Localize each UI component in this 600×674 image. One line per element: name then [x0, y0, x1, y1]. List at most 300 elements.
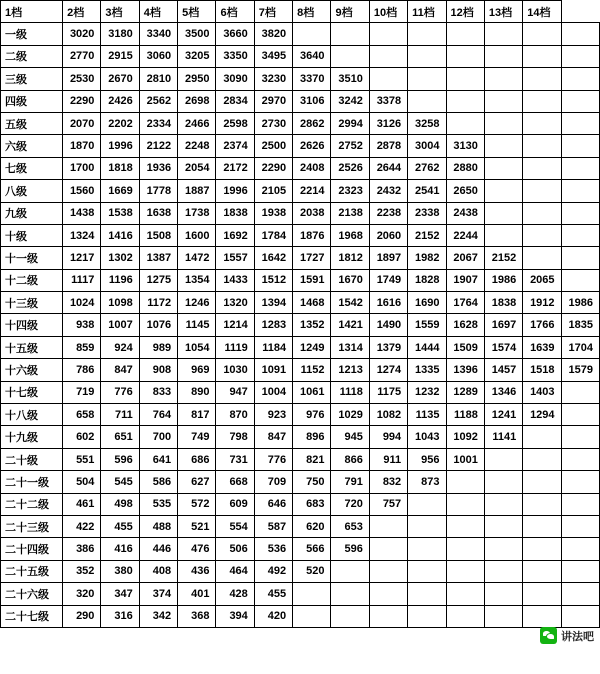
wage-cell: 2065: [523, 269, 561, 291]
wage-cell: [561, 605, 599, 627]
wage-cell: 1030: [216, 359, 254, 381]
table-header-row: [1, 1, 600, 23]
wage-cell: 290: [63, 605, 101, 627]
wage-cell: 1574: [484, 336, 522, 358]
wage-cell: [561, 135, 599, 157]
table-row: [1, 247, 600, 269]
wage-cell: 658: [63, 404, 101, 426]
wage-cell: 1043: [408, 426, 446, 448]
wage-cell: 1152: [293, 359, 331, 381]
column-header-13: 13档: [484, 1, 522, 23]
wage-cell: 436: [178, 560, 216, 582]
wage-cell: [293, 605, 331, 627]
wage-cell: 2762: [408, 157, 446, 179]
wage-cell: [293, 23, 331, 45]
wage-cell: [446, 68, 484, 90]
row-header-rank: 二十七级: [1, 605, 63, 627]
wage-cell: 1512: [254, 269, 292, 291]
wage-cell: 2644: [369, 157, 407, 179]
column-header-12: 12档: [446, 1, 484, 23]
wage-cell: [523, 560, 561, 582]
wage-cell: 1518: [523, 359, 561, 381]
wage-cell: 1324: [63, 224, 101, 246]
table-row: [1, 448, 600, 470]
wage-cell: 711: [101, 404, 139, 426]
wage-cell: 1232: [408, 381, 446, 403]
table-row: [1, 45, 600, 67]
wage-cell: [523, 112, 561, 134]
wage-cell: 551: [63, 448, 101, 470]
wage-cell: 498: [101, 493, 139, 515]
wage-cell: 2650: [446, 180, 484, 202]
wage-cell: 3510: [331, 68, 369, 90]
wage-cell: [523, 247, 561, 269]
row-header-rank: 十三级: [1, 292, 63, 314]
wage-cell: 947: [216, 381, 254, 403]
wage-cell: 1897: [369, 247, 407, 269]
wage-cell: [484, 538, 522, 560]
wage-cell: 2426: [101, 90, 139, 112]
wage-cell: 1196: [101, 269, 139, 291]
wage-cell: [523, 448, 561, 470]
wage-cell: [484, 68, 522, 90]
wage-cell: [561, 112, 599, 134]
table-row: [1, 23, 600, 45]
wage-cell: 2152: [484, 247, 522, 269]
wage-cell: 566: [293, 538, 331, 560]
wage-cell: 3640: [293, 45, 331, 67]
wage-cell: 3004: [408, 135, 446, 157]
wage-cell: 764: [139, 404, 177, 426]
wage-cell: 1986: [484, 269, 522, 291]
wage-cell: 2202: [101, 112, 139, 134]
wage-cell: [408, 493, 446, 515]
wage-cell: 2238: [369, 202, 407, 224]
wage-cell: 683: [293, 493, 331, 515]
row-header-rank: 十五级: [1, 336, 63, 358]
wage-cell: 1616: [369, 292, 407, 314]
row-header-rank: 十六级: [1, 359, 63, 381]
wage-cell: 859: [63, 336, 101, 358]
wage-cell: 1274: [369, 359, 407, 381]
wage-cell: 1704: [561, 336, 599, 358]
wage-cell: 1559: [408, 314, 446, 336]
wage-cell: 316: [101, 605, 139, 627]
wage-cell: 386: [63, 538, 101, 560]
wage-cell: 455: [254, 583, 292, 605]
wage-cell: 700: [139, 426, 177, 448]
row-header-rank: 二十四级: [1, 538, 63, 560]
wage-cell: 1387: [139, 247, 177, 269]
wage-cell: 3370: [293, 68, 331, 90]
wage-cell: 416: [101, 538, 139, 560]
wage-cell: 2500: [254, 135, 292, 157]
wage-cell: [523, 583, 561, 605]
row-header-rank: 十八级: [1, 404, 63, 426]
wage-cell: 1145: [178, 314, 216, 336]
wage-cell: [446, 23, 484, 45]
table-row: [1, 292, 600, 314]
table-row: [1, 314, 600, 336]
wage-cell: [446, 45, 484, 67]
wage-cell: [408, 605, 446, 627]
wage-cell: 2323: [331, 180, 369, 202]
wage-cell: 1838: [216, 202, 254, 224]
wage-cell: 832: [369, 471, 407, 493]
table-row: [1, 224, 600, 246]
table-row: [1, 157, 600, 179]
wage-cell: 976: [293, 404, 331, 426]
wage-cell: 2810: [139, 68, 177, 90]
wage-cell: 2038: [293, 202, 331, 224]
wage-cell: 380: [101, 560, 139, 582]
wage-cell: [446, 605, 484, 627]
wage-cell: 1289: [446, 381, 484, 403]
wage-cell: 1936: [139, 157, 177, 179]
wage-cell: [561, 180, 599, 202]
wage-cell: [446, 560, 484, 582]
wage-cell: 1184: [254, 336, 292, 358]
row-header-rank: 八级: [1, 180, 63, 202]
wage-cell: [484, 202, 522, 224]
wage-cell: 896: [293, 426, 331, 448]
table-row: [1, 336, 600, 358]
wage-cell: 554: [216, 515, 254, 537]
wage-cell: 653: [331, 515, 369, 537]
wage-cell: 1188: [446, 404, 484, 426]
wage-cell: 890: [178, 381, 216, 403]
wage-cell: 908: [139, 359, 177, 381]
wage-cell: 686: [178, 448, 216, 470]
wage-cell: 1727: [293, 247, 331, 269]
wage-cell: 1241: [484, 404, 522, 426]
wage-cell: 2214: [293, 180, 331, 202]
wage-cell: 1690: [408, 292, 446, 314]
wage-cell: 1302: [101, 247, 139, 269]
wage-cell: [561, 45, 599, 67]
wage-cell: 545: [101, 471, 139, 493]
wage-cell: [408, 583, 446, 605]
wage-cell: 1996: [101, 135, 139, 157]
wage-cell: [446, 538, 484, 560]
wage-cell: [331, 23, 369, 45]
wage-cell: [484, 23, 522, 45]
wage-cell: 572: [178, 493, 216, 515]
wage-cell: 596: [331, 538, 369, 560]
row-header-rank: 一级: [1, 23, 63, 45]
wage-cell: [446, 112, 484, 134]
wage-cell: [408, 515, 446, 537]
wage-cell: [523, 224, 561, 246]
wage-cell: 2880: [446, 157, 484, 179]
wage-cell: 945: [331, 426, 369, 448]
wage-cell: [369, 560, 407, 582]
wage-cell: 535: [139, 493, 177, 515]
wage-cell: [408, 560, 446, 582]
wage-cell: 1246: [178, 292, 216, 314]
column-header-8: 8档: [293, 1, 331, 23]
wage-cell: 2526: [331, 157, 369, 179]
column-header-corner: 1档: [1, 1, 63, 23]
row-header-rank: 十七级: [1, 381, 63, 403]
wage-cell: 521: [178, 515, 216, 537]
row-header-rank: 九级: [1, 202, 63, 224]
row-header-rank: 二十级: [1, 448, 63, 470]
wage-cell: 1379: [369, 336, 407, 358]
wage-cell: 1938: [254, 202, 292, 224]
wage-cell: [523, 538, 561, 560]
wage-cell: [523, 68, 561, 90]
wage-cell: 2598: [216, 112, 254, 134]
wage-cell: 1639: [523, 336, 561, 358]
wage-cell: 2338: [408, 202, 446, 224]
column-header-3: 3档: [101, 1, 139, 23]
wage-cell: [561, 23, 599, 45]
wage-cell: 2994: [331, 112, 369, 134]
wage-cell: 956: [408, 448, 446, 470]
wage-cell: [408, 68, 446, 90]
wage-cell: 602: [63, 426, 101, 448]
wage-cell: 2530: [63, 68, 101, 90]
wage-cell: 1433: [216, 269, 254, 291]
wage-cell: 1354: [178, 269, 216, 291]
wage-cell: 422: [63, 515, 101, 537]
column-header-6: 6档: [216, 1, 254, 23]
column-header-11: 11档: [408, 1, 446, 23]
wage-cell: [561, 538, 599, 560]
wage-cell: [561, 560, 599, 582]
watermark-label: 讲法吧: [561, 630, 594, 643]
row-header-rank: 二十三级: [1, 515, 63, 537]
wage-cell: 1119: [216, 336, 254, 358]
wage-cell: 1692: [216, 224, 254, 246]
wage-cell: 1538: [101, 202, 139, 224]
table-row: [1, 90, 600, 112]
wage-cell: 2054: [178, 157, 216, 179]
wage-cell: [446, 515, 484, 537]
wage-cell: 492: [254, 560, 292, 582]
wage-cell: 3126: [369, 112, 407, 134]
wage-cell: [484, 605, 522, 627]
wage-cell: 749: [178, 426, 216, 448]
table-header: [1, 1, 600, 23]
wage-cell: 641: [139, 448, 177, 470]
wage-cell: [331, 560, 369, 582]
wage-cell: 2152: [408, 224, 446, 246]
wage-cell: 1024: [63, 292, 101, 314]
wage-cell: 938: [63, 314, 101, 336]
wage-cell: 2862: [293, 112, 331, 134]
wage-cell: 847: [101, 359, 139, 381]
wage-cell: 1835: [561, 314, 599, 336]
wage-cell: [369, 538, 407, 560]
table-row: [1, 68, 600, 90]
wage-cell: [561, 583, 599, 605]
wage-cell: 3060: [139, 45, 177, 67]
row-header-rank: 二十五级: [1, 560, 63, 582]
wage-cell: [408, 23, 446, 45]
wage-cell: [484, 112, 522, 134]
wage-cell: 969: [178, 359, 216, 381]
wage-cell: [484, 224, 522, 246]
wage-cell: 2915: [101, 45, 139, 67]
wage-cell: 368: [178, 605, 216, 627]
wage-cell: 3495: [254, 45, 292, 67]
wage-cell: 866: [331, 448, 369, 470]
wage-cell: 1396: [446, 359, 484, 381]
table-row: [1, 471, 600, 493]
wage-cell: 870: [216, 404, 254, 426]
wage-cell: 374: [139, 583, 177, 605]
wage-cell: 1335: [408, 359, 446, 381]
wage-cell: [561, 68, 599, 90]
wage-cell: [561, 202, 599, 224]
wage-cell: 1912: [523, 292, 561, 314]
table-row: [1, 269, 600, 291]
table-row: [1, 538, 600, 560]
wage-cell: [484, 157, 522, 179]
wage-cell: 1421: [331, 314, 369, 336]
wage-cell: 646: [254, 493, 292, 515]
wage-cell: [484, 90, 522, 112]
wage-cell: 2670: [101, 68, 139, 90]
wage-cell: 446: [139, 538, 177, 560]
wage-cell: 1213: [331, 359, 369, 381]
wage-cell: 1438: [63, 202, 101, 224]
wage-cell: 1812: [331, 247, 369, 269]
wage-cell: 2067: [446, 247, 484, 269]
wage-cell: 1669: [101, 180, 139, 202]
wage-cell: 1628: [446, 314, 484, 336]
wage-cell: 504: [63, 471, 101, 493]
wage-cell: 719: [63, 381, 101, 403]
wage-cell: 1444: [408, 336, 446, 358]
wage-cell: 2408: [293, 157, 331, 179]
wage-cell: 1579: [561, 359, 599, 381]
wage-cell: [523, 157, 561, 179]
wage-cell: 2290: [63, 90, 101, 112]
wage-cell: 1117: [63, 269, 101, 291]
wage-cell: 1118: [331, 381, 369, 403]
wage-cell: 791: [331, 471, 369, 493]
wage-cell: 1352: [293, 314, 331, 336]
wage-cell: 1098: [101, 292, 139, 314]
watermark: [540, 627, 594, 644]
wage-cell: 2466: [178, 112, 216, 134]
wage-cell: 1092: [446, 426, 484, 448]
row-header-rank: 三级: [1, 68, 63, 90]
wage-cell: [561, 515, 599, 537]
wage-cell: 1996: [216, 180, 254, 202]
wage-cell: [331, 583, 369, 605]
row-header-rank: 五级: [1, 112, 63, 134]
table-row: [1, 112, 600, 134]
wage-cell: 3130: [446, 135, 484, 157]
wage-cell: [369, 45, 407, 67]
row-header-rank: 二十一级: [1, 471, 63, 493]
wage-cell: 776: [254, 448, 292, 470]
wage-cell: 2122: [139, 135, 177, 157]
wage-cell: [446, 583, 484, 605]
wage-cell: 994: [369, 426, 407, 448]
wage-cell: 1029: [331, 404, 369, 426]
row-header-rank: 六级: [1, 135, 63, 157]
table-row: [1, 515, 600, 537]
wage-cell: 1591: [293, 269, 331, 291]
wage-cell: 394: [216, 605, 254, 627]
wage-cell: 2834: [216, 90, 254, 112]
table-row: [1, 359, 600, 381]
wage-cell: 1175: [369, 381, 407, 403]
wage-cell: 776: [101, 381, 139, 403]
wage-cell: 989: [139, 336, 177, 358]
wage-cell: 3205: [178, 45, 216, 67]
wage-cell: 2105: [254, 180, 292, 202]
wage-cell: 3500: [178, 23, 216, 45]
wage-cell: [561, 471, 599, 493]
wage-cell: 1001: [446, 448, 484, 470]
wage-cell: 2730: [254, 112, 292, 134]
table-row: [1, 605, 600, 627]
row-header-rank: 二十六级: [1, 583, 63, 605]
wage-cell: 1472: [178, 247, 216, 269]
wage-cell: 2541: [408, 180, 446, 202]
wage-cell: 651: [101, 426, 139, 448]
wage-cell: [331, 45, 369, 67]
table-row: [1, 426, 600, 448]
wage-cell: 1887: [178, 180, 216, 202]
wage-cell: [523, 135, 561, 157]
wage-cell: [523, 202, 561, 224]
wage-cell: 352: [63, 560, 101, 582]
wage-cell: [369, 605, 407, 627]
wage-cell: 731: [216, 448, 254, 470]
wage-cell: 520: [293, 560, 331, 582]
wage-cell: [523, 23, 561, 45]
wage-cell: 1907: [446, 269, 484, 291]
wage-cell: 1214: [216, 314, 254, 336]
column-header-2: 2档: [63, 1, 101, 23]
wage-cell: [561, 224, 599, 246]
wage-cell: 3820: [254, 23, 292, 45]
wage-cell: 1982: [408, 247, 446, 269]
table-body: [1, 23, 600, 628]
column-header-7: 7档: [254, 1, 292, 23]
wage-cell: 620: [293, 515, 331, 537]
wage-cell: 1638: [139, 202, 177, 224]
wage-cell: [561, 247, 599, 269]
wage-cell: 464: [216, 560, 254, 582]
wage-cell: [446, 90, 484, 112]
wage-cell: [484, 515, 522, 537]
wage-cell: 2562: [139, 90, 177, 112]
wage-cell: [523, 493, 561, 515]
wage-cell: 506: [216, 538, 254, 560]
wage-cell: 3350: [216, 45, 254, 67]
wage-cell: 1600: [178, 224, 216, 246]
wage-cell: 1838: [484, 292, 522, 314]
wage-cell: [484, 45, 522, 67]
wage-cell: 1294: [523, 404, 561, 426]
wage-cell: 1403: [523, 381, 561, 403]
wage-cell: 1876: [293, 224, 331, 246]
wage-cell: 1968: [331, 224, 369, 246]
wage-cell: 455: [101, 515, 139, 537]
wage-cell: [561, 493, 599, 515]
wage-cell: 1314: [331, 336, 369, 358]
wage-cell: 1508: [139, 224, 177, 246]
wage-cell: 586: [139, 471, 177, 493]
